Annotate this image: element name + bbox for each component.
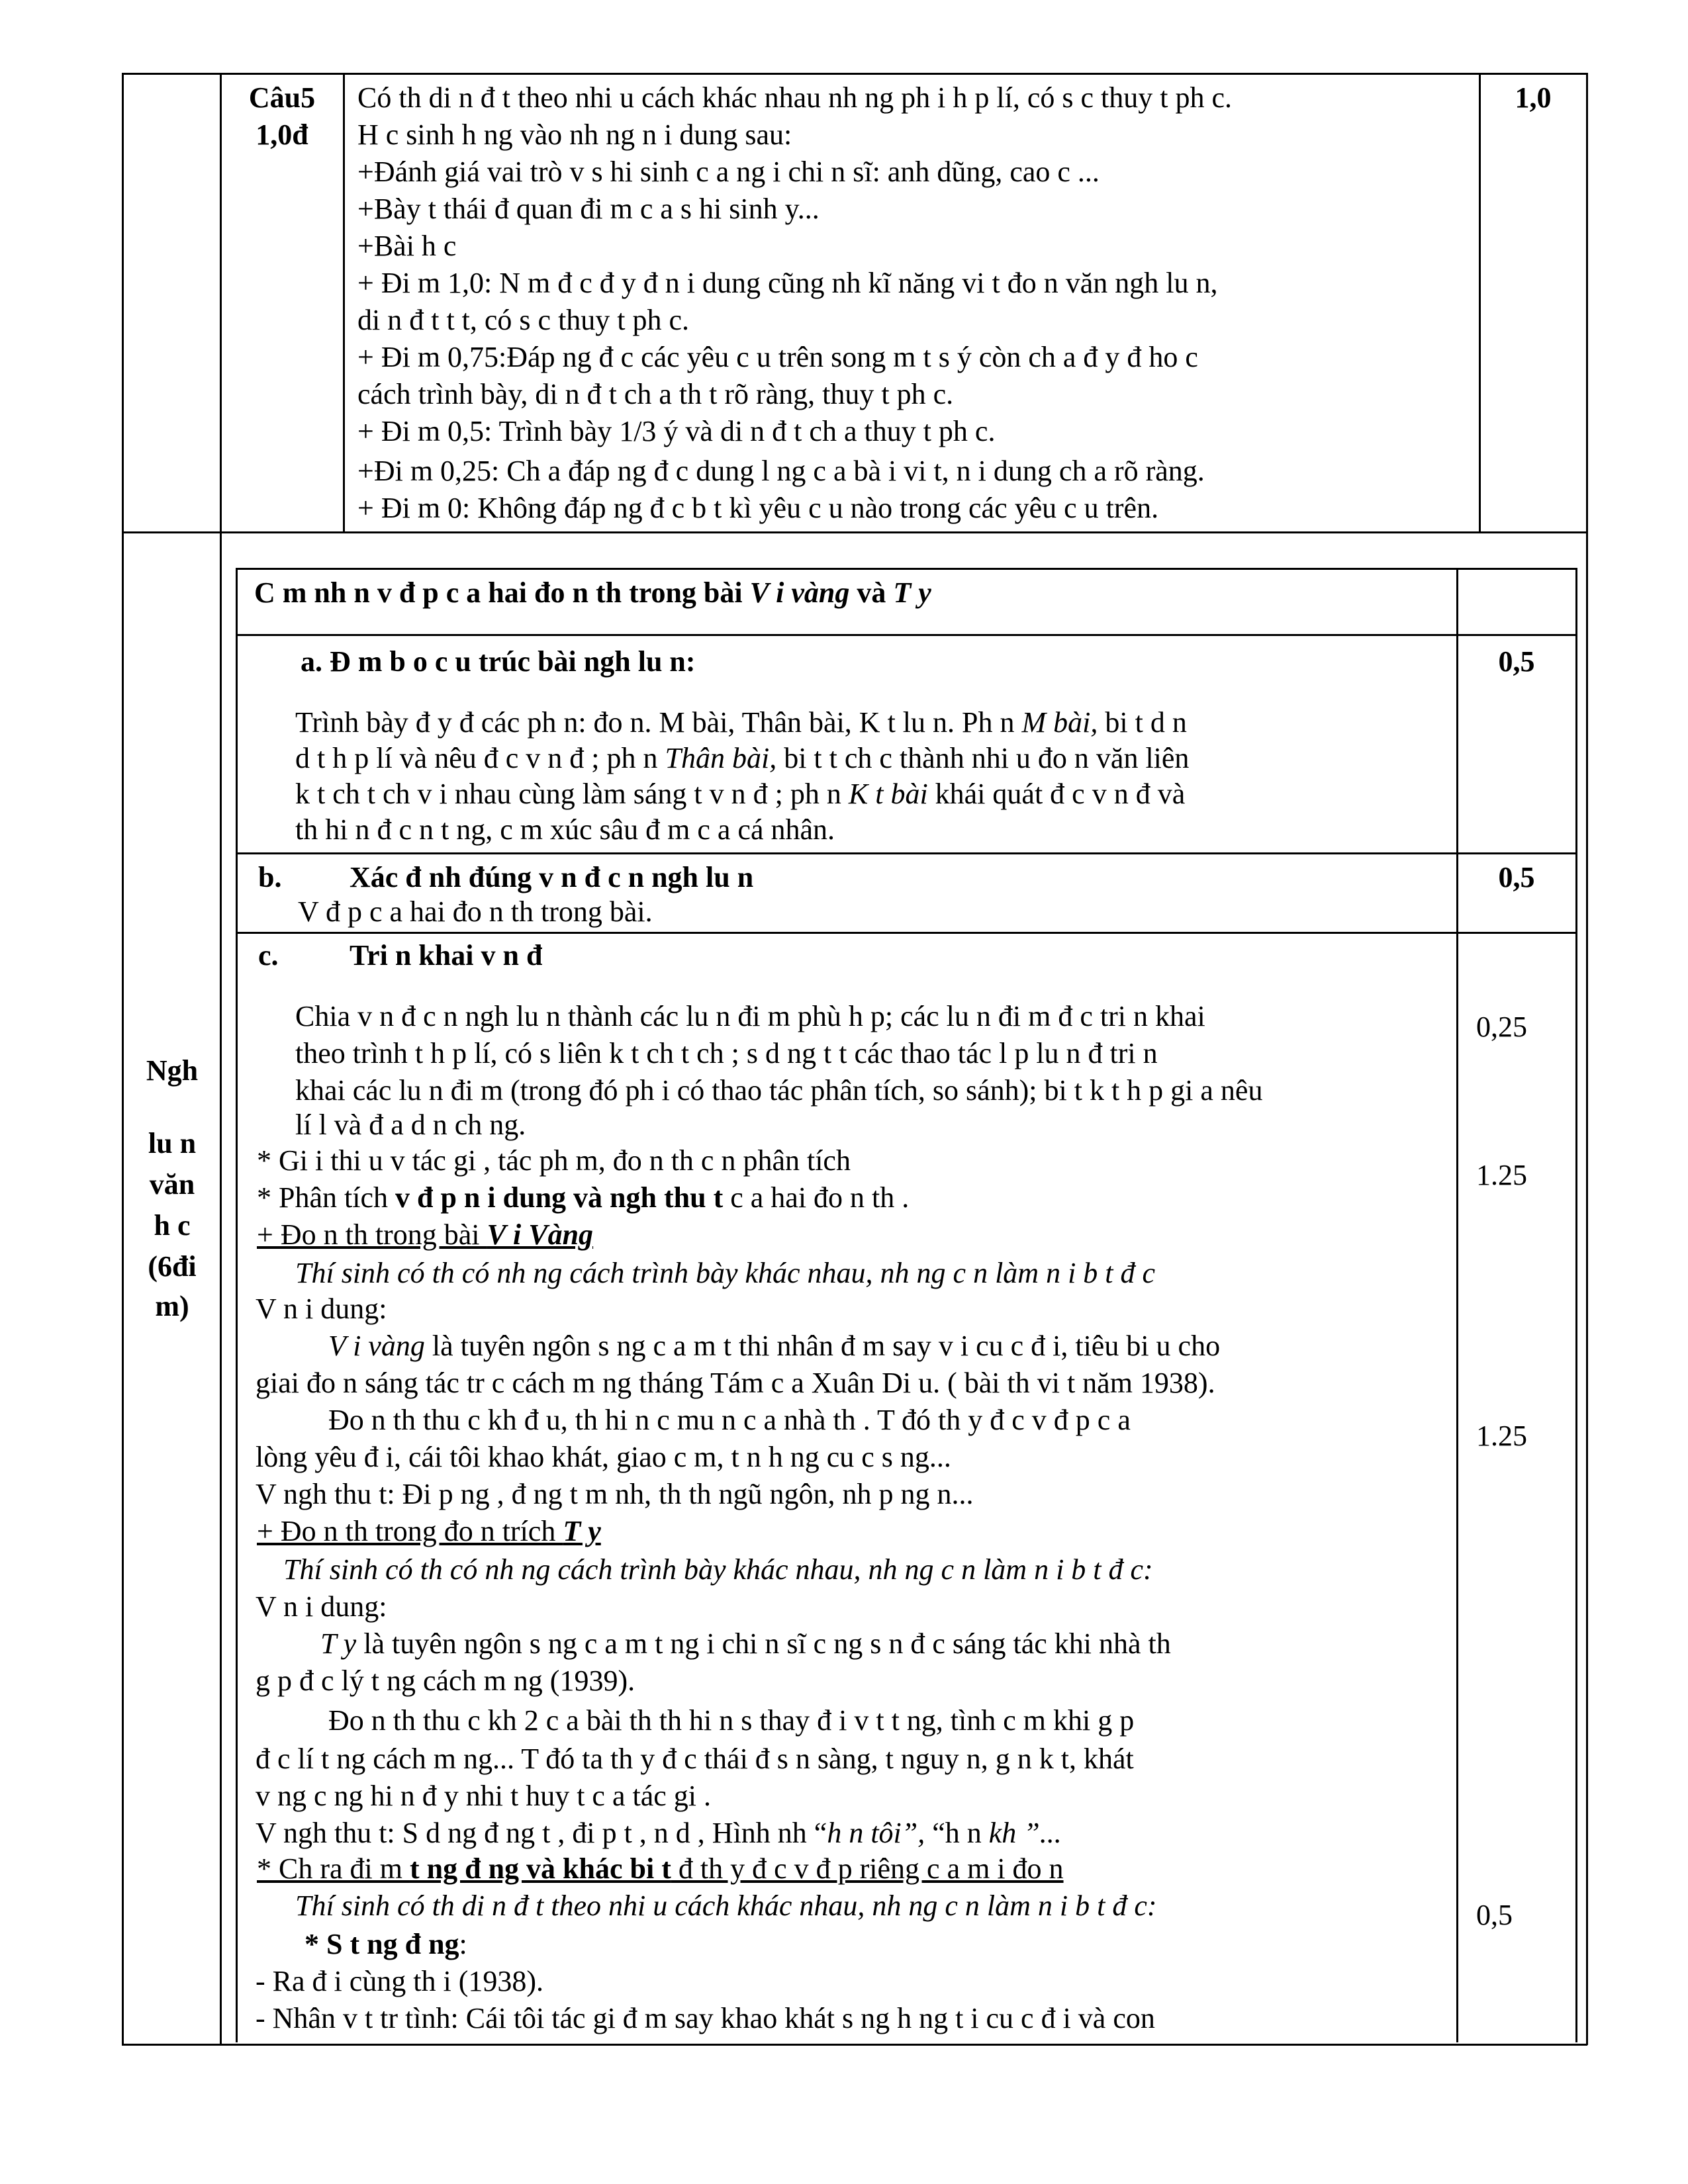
voi-vang-heading-title: V i Vàng: [487, 1218, 594, 1251]
tu-ay-note: Thí sinh có th có nh ng cách trình bày khác nhau, nh ng c n làm n i b t đ c:: [283, 1553, 1153, 1586]
q5-line: + Đi m 1,0: N m đ c đ y đ n i dung cũng nh kĩ năng vi t đo n văn ngh lu n,: [357, 267, 1218, 299]
similarity-mark: *: [305, 1928, 326, 1960]
tu-ay-quote: kh ”...: [988, 1817, 1062, 1849]
t1-left-border: [122, 73, 124, 532]
q5-points: 1,0đ: [256, 118, 308, 151]
inner-row-line: [236, 568, 1577, 570]
voi-vang-line: V ngh thu t: Đi p ng , đ ng t m nh, th th ngũ ngôn, nh p ng n...: [256, 1478, 974, 1510]
criterion-b-score: 0,5: [1498, 861, 1535, 893]
criterion-c-score: 0,5: [1476, 1899, 1513, 1931]
section-label-line: lu n: [148, 1127, 197, 1160]
criterion-b-text: V đ p c a hai đo n th trong bài.: [298, 895, 653, 928]
analysis-bold: v đ p n i dung và ngh thu t: [395, 1181, 724, 1214]
tu-ay-content-label: V n i dung:: [256, 1590, 387, 1623]
criterion-a-heading: a. Đ m b o c u trúc bài ngh lu n:: [301, 645, 696, 678]
criterion-a-score: 0,5: [1498, 645, 1535, 678]
criterion-a-text: khái quát đ c v n đ và: [927, 778, 1186, 810]
q5-line: cách trình bày, di n đ t ch a th t rõ ràng, thuy t ph c.: [357, 378, 954, 410]
criterion-c-line: Chia v n đ c n ngh lu n thành các lu n đi m phù h p; các lu n đi m đ c tri n khai: [295, 1000, 1205, 1032]
criterion-a-text: d t h p lí và nêu đ c v n đ ; ph n: [295, 742, 665, 774]
voi-vang-heading-text: + Đo n th trong bài: [257, 1218, 487, 1251]
section-label-line: h c: [154, 1209, 191, 1242]
tu-ay-title-italic: T y: [320, 1627, 357, 1660]
section-label-line: văn: [149, 1168, 195, 1201]
q5-line: Có th di n đ t theo nhi u cách khác nhau nh ng ph i h p lí, có s c thuy t ph c.: [357, 81, 1233, 114]
inner-right-border: [1575, 568, 1577, 2042]
q5-line: + Đi m 0,75:Đáp ng đ c các yêu c u trên song m t s ý còn ch a đ y đ ho c: [357, 341, 1198, 373]
tu-ay-text: V ngh thu t: S d ng đ ng t , đi p t , n d , Hình nh “: [256, 1817, 827, 1849]
section-label-line: (6đi: [148, 1250, 197, 1283]
section-title-poem-2: T y: [893, 576, 931, 609]
criterion-c-intro: * Gi i thi u v tác gi , tác ph m, đo n th c n phân tích: [257, 1144, 851, 1177]
voi-vang-line: giai đo n sáng tác tr c cách m ng tháng Tám c a Xuân Di u. ( bài th vi t năm 1938).: [256, 1367, 1215, 1399]
tu-ay-text: là tuyên ngôn s ng c a m t ng i chi n sĩ c ng s n đ c sáng tác khi nhà th: [356, 1627, 1171, 1660]
voi-vang-line: [328, 1328, 1220, 1365]
t1-col-divider-2: [343, 73, 345, 532]
tu-ay-line: g p đ c lý t ng cách m ng (1939).: [256, 1664, 635, 1697]
criterion-a-line: th hi n đ c n t ng, c m xúc sâu đ m c a cá nhân.: [295, 813, 835, 846]
t1-col-divider-1: [220, 73, 222, 532]
inner-left-border: [236, 568, 238, 2042]
criterion-c-heading: Tri n khai v n đ: [350, 939, 543, 972]
voi-vang-title-italic: V i vàng: [328, 1330, 425, 1362]
tu-ay-line: [256, 1815, 1062, 1852]
similarity-bold: S t ng đ ng: [326, 1928, 459, 1960]
section-title: [254, 574, 931, 612]
tu-ay-line: Đo n th thu c kh 2 c a bài th th hi n s thay đ i v t t ng, tình c m khi g p: [328, 1704, 1135, 1737]
criterion-a-italic: M bài,: [1021, 706, 1098, 739]
criterion-c-letter: c.: [258, 939, 279, 972]
criterion-a-italic: K t bài: [848, 778, 928, 810]
voi-vang-line: Đo n th thu c kh đ u, th hi n c mu n c a nhà th . T đó th y đ c v đ p c a: [328, 1404, 1131, 1436]
q5-line: + Đi m 0,5: Trình bày 1/3 ý và di n đ t ch a thuy t ph c.: [357, 415, 996, 447]
analysis-text: c a hai đo n th .: [723, 1181, 910, 1214]
similarity-heading: [305, 1926, 467, 1963]
section-title-text: C m nh n v đ p c a hai đo n th trong bài: [254, 576, 750, 609]
section-label-line: m): [155, 1290, 189, 1322]
section-title-poem-1: V i vàng: [749, 576, 850, 609]
similarity-line: - Nhân v t tr tình: Cái tôi tác gi đ m say khao khát s ng h ng t i cu c đ i và con: [256, 2002, 1155, 2034]
criterion-b-heading: Xác đ nh đúng v n đ c n ngh lu n: [350, 861, 754, 893]
criterion-a-line: [295, 704, 1187, 741]
similarity-line: - Ra đ i cùng th i (1938).: [256, 1965, 544, 1997]
voi-vang-line: lòng yêu đ i, cái tôi khao khát, giao c m, t n h ng cu c s ng...: [256, 1441, 951, 1473]
t1-col-divider-3: [1479, 73, 1481, 532]
q5-line: H c sinh h ng vào nh ng n i dung sau:: [357, 118, 792, 151]
inner-row-line: [236, 852, 1577, 854]
t2-right-border: [1586, 531, 1588, 2045]
compare-heading: [257, 1850, 1064, 1888]
criterion-a-text: bi t d n: [1098, 706, 1187, 739]
voi-vang-note: Thí sinh có th có nh ng cách trình bày khác nhau, nh ng c n làm n i b t đ c: [295, 1257, 1156, 1289]
inner-row-line: [236, 634, 1577, 636]
q5-label: Câu5: [248, 81, 316, 114]
criterion-a-text: bi t t ch c thành nhi u đo n văn liên: [776, 742, 1190, 774]
similarity-colon: :: [459, 1928, 467, 1960]
compare-bold: t ng đ ng và khác bi t: [409, 1852, 671, 1885]
criterion-a-text: k t ch t ch v i nhau cùng làm sáng t v n đ ; ph n: [295, 778, 849, 810]
compare-text: * Ch ra đi m: [257, 1852, 410, 1885]
section-label-line: Ngh: [146, 1054, 199, 1087]
compare-note: Thí sinh có th di n đ t theo nhi u cách khác nhau, nh ng c n làm n i b t đ c:: [295, 1889, 1157, 1922]
q5-line: + Đi m 0: Không đáp ng đ c b t kì yêu c u nào trong các yêu c u trên.: [357, 492, 1159, 524]
tu-ay-heading: [257, 1513, 601, 1550]
tu-ay-quote: h n tôi”,: [827, 1817, 925, 1849]
q5-line: +Bày t thái đ quan đi m c a s hi sinh y...: [357, 193, 820, 225]
criterion-c-score: 0,25: [1476, 1011, 1527, 1043]
section-title-conj: và: [849, 576, 894, 609]
t1-right-border: [1586, 73, 1588, 532]
q5-line: +Đi m 0,25: Ch a đáp ng đ c dung l ng c a bà i vi t, n i dung ch a rõ ràng.: [357, 455, 1205, 487]
q5-line: +Đánh giá vai trò v s hi sinh c a ng i chi n sĩ: anh dũng, cao c ...: [357, 156, 1100, 188]
criterion-b-letter: b.: [258, 861, 282, 893]
voi-vang-content-label: V n i dung:: [256, 1293, 387, 1325]
criterion-c-score: 1.25: [1476, 1420, 1527, 1452]
criterion-c-analysis: [257, 1179, 909, 1216]
criterion-a-italic: Thân bài,: [665, 742, 777, 774]
inner-row-line: [236, 932, 1577, 934]
tu-ay-text: “h n: [925, 1817, 989, 1849]
criterion-c-line: lí l và đ a d n ch ng.: [295, 1109, 526, 1141]
inner-col-divider: [1456, 568, 1458, 2042]
t2-bottom-border: [122, 2044, 1587, 2046]
criterion-a-line: [295, 740, 1189, 777]
q5-line: di n đ t t t, có s c thuy t ph c.: [357, 304, 690, 336]
criterion-c-line: theo trình t h p lí, có s liên k t ch t ch ; s d ng t t các thao tác l p lu n đ tri n: [295, 1037, 1158, 1069]
criterion-c-score: 1.25: [1476, 1159, 1527, 1191]
criterion-a-line: [295, 776, 1185, 813]
criterion-a-text: Trình bày đ y đ các ph n: đo n. M bài, Thân bài, K t lu n. Ph n: [295, 706, 1022, 739]
tu-ay-heading-text: + Đo n th trong đo n trích: [257, 1515, 563, 1547]
analysis-text: * Phân tích: [257, 1181, 395, 1214]
t2-col-divider: [220, 531, 222, 2045]
voi-vang-heading: [257, 1216, 593, 1253]
q5-line: +Bài h c: [357, 230, 457, 262]
t2-left-border: [122, 531, 124, 2045]
tu-ay-line: [320, 1625, 1171, 1662]
tu-ay-line: đ c lí t ng cách m ng... T đó ta th y đ c thái đ s n sàng, t nguy n, g n k t, khát: [256, 1743, 1134, 1775]
tu-ay-line: v ng c ng hi n đ y nhi t huy t c a tác gi .: [256, 1780, 711, 1812]
criterion-c-line: khai các lu n đi m (trong đó ph i có thao tác phân tích, so sánh); bi t k t h p gi a nêu: [295, 1074, 1263, 1107]
voi-vang-text: là tuyên ngôn s ng c a m t thi nhân đ m say v i cu c đ i, tiêu bi u cho: [424, 1330, 1221, 1362]
tu-ay-heading-title: T y: [563, 1515, 601, 1547]
t1-bottom-border: [122, 531, 1587, 533]
compare-text: đ th y đ c v đ p riêng c a m i đo n: [671, 1852, 1064, 1885]
q5-score: 1,0: [1515, 81, 1552, 114]
t1-top-border: [122, 73, 1587, 75]
